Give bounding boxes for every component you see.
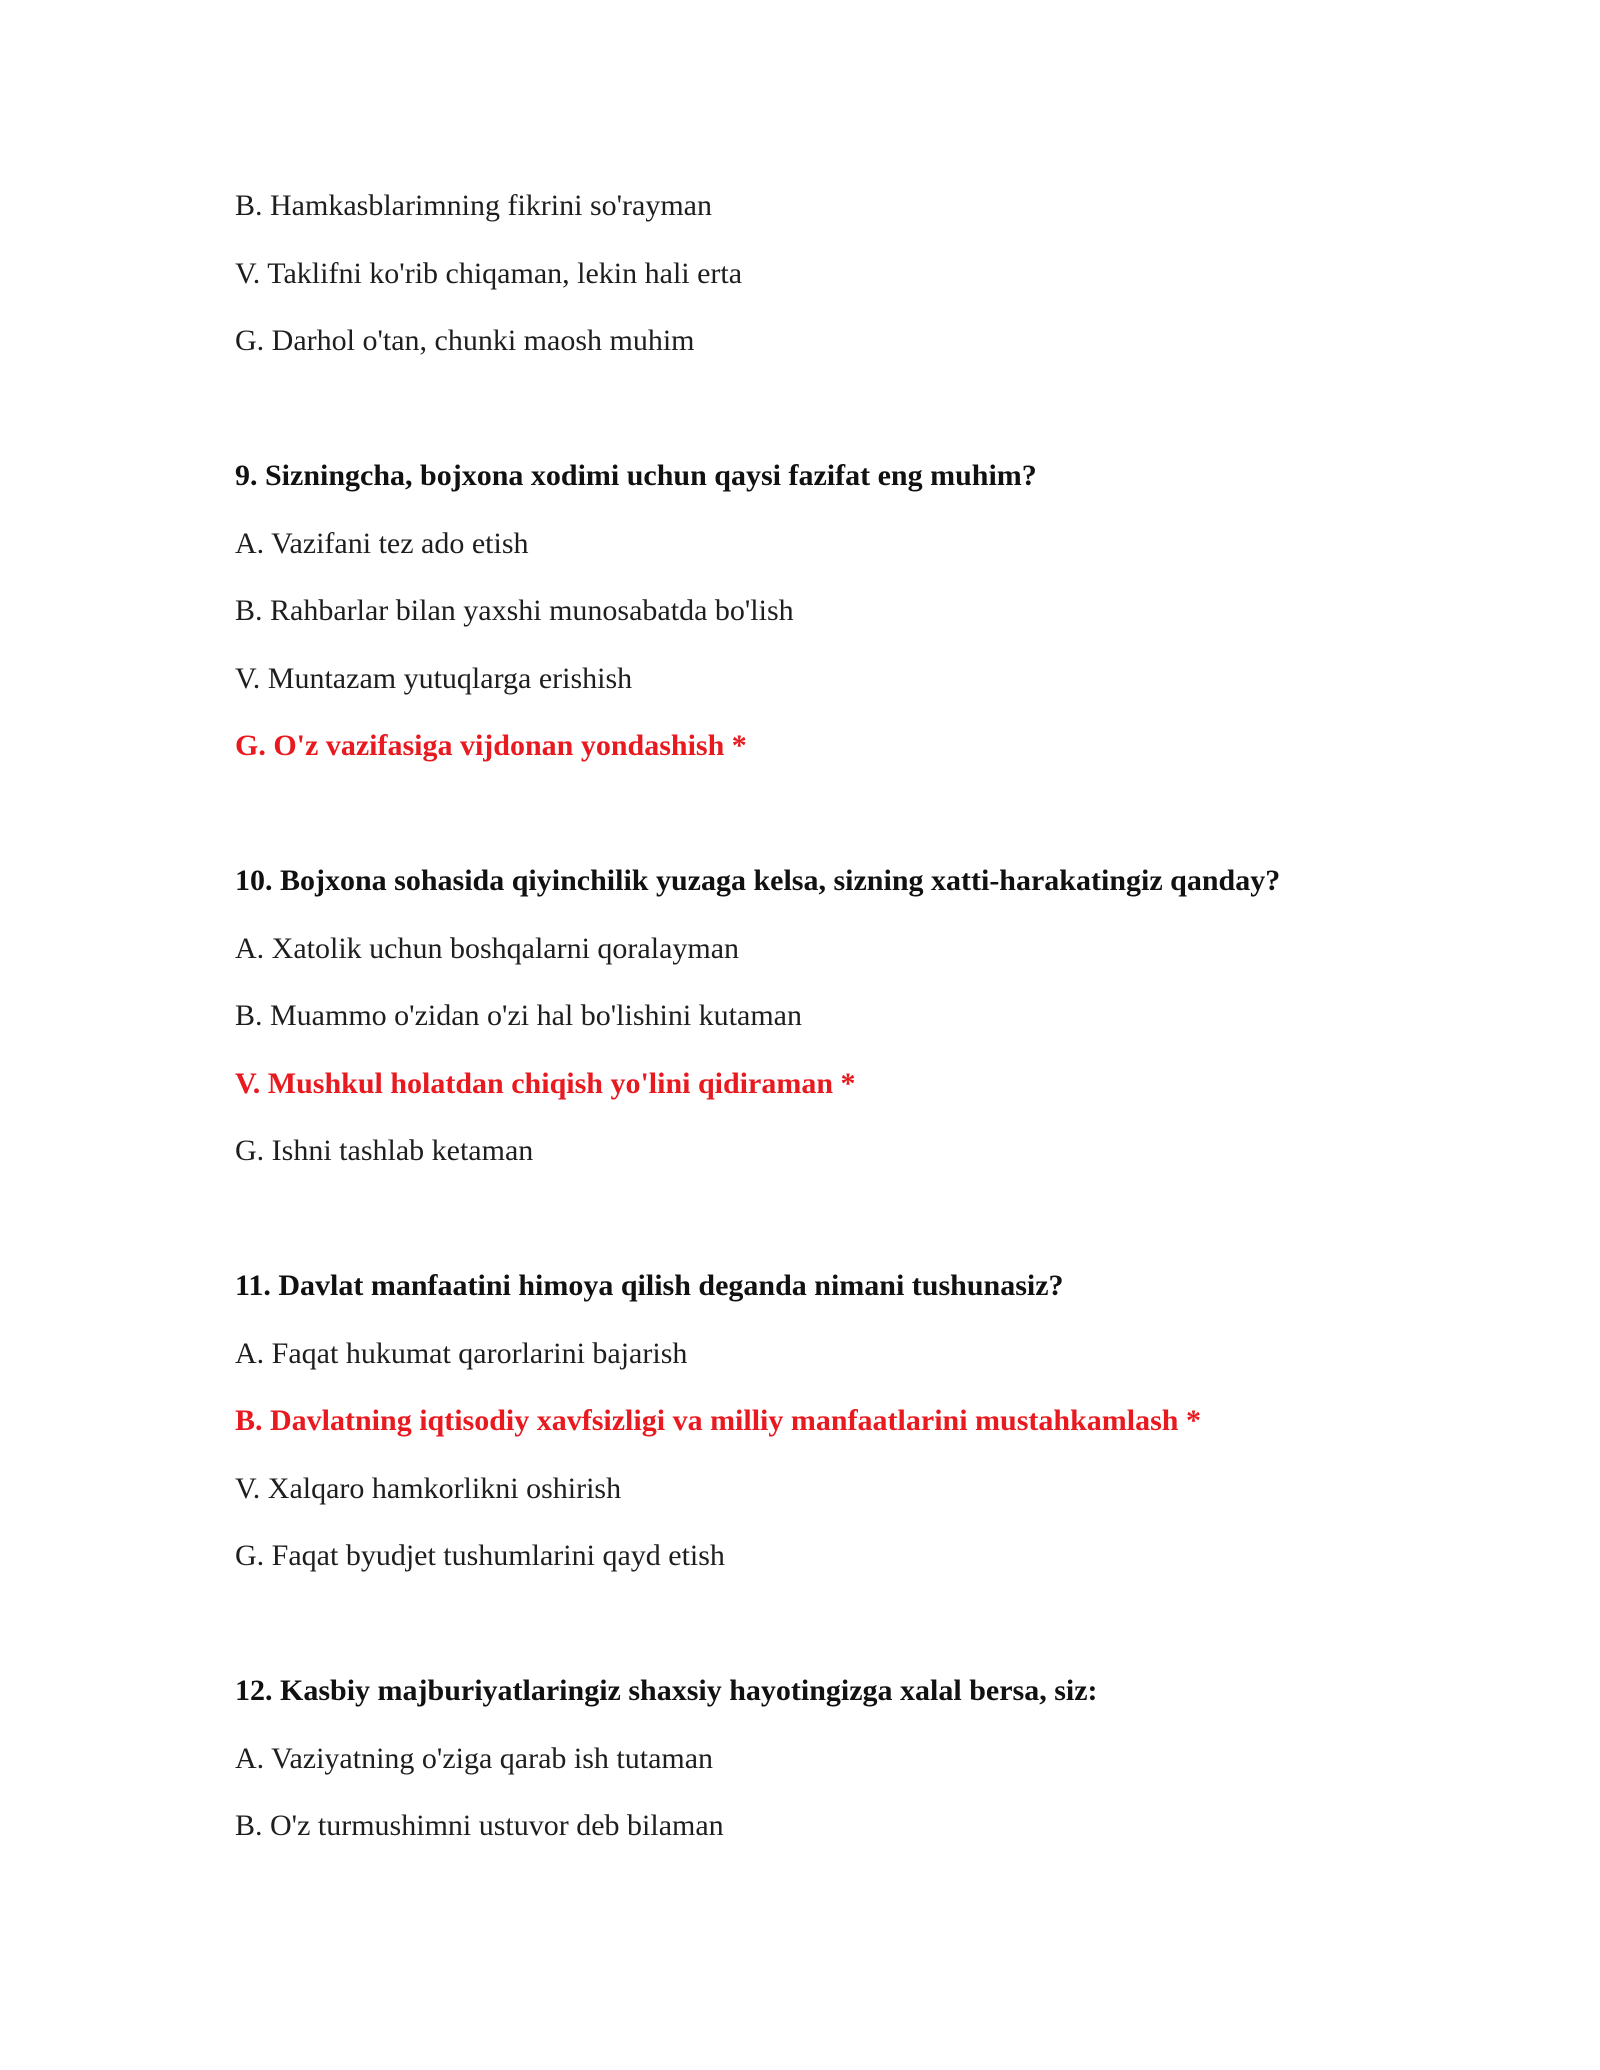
answer-option: G. Faqat byudjet tushumlarini qayd etish [235, 1539, 725, 1572]
answer-option: V. Taklifni ko'rib chiqaman, lekin hali erta [235, 257, 743, 290]
answer-option: V. Xalqaro hamkorlikni oshirish [235, 1472, 622, 1505]
answer-option: B. Muammo o'zidan o'zi hal bo'lishini kutaman [235, 999, 802, 1032]
question-heading: 10. Bojxona sohasida qiyinchilik yuzaga kelsa, sizning xatti-harakatingiz qanday? [235, 864, 1281, 897]
correct-answer-option: G. O'z vazifasiga vijdonan yondashish * [235, 729, 747, 762]
answer-option: A. Faqat hukumat qarorlarini bajarish [235, 1337, 688, 1370]
answer-option: A. Vazifani tez ado etish [235, 527, 529, 560]
answer-option: G. Darhol o'tan, chunki maosh muhim [235, 324, 695, 357]
answer-option: B. O'z turmushimni ustuvor deb bilaman [235, 1809, 724, 1842]
answer-option: B. Rahbarlar bilan yaxshi munosabatda bo'lish [235, 594, 794, 627]
answer-option: A. Vaziyatning o'ziga qarab ish tutaman [235, 1742, 714, 1775]
question-heading: 11. Davlat manfaatini himoya qilish deganda nimani tushunasiz? [235, 1269, 1064, 1302]
question-heading: 12. Kasbiy majburiyatlaringiz shaxsiy hayotingizga xalal bersa, siz: [235, 1674, 1098, 1707]
correct-answer-option: B. Davlatning iqtisodiy xavfsizligi va milliy manfaatlarini mustahkamlash * [235, 1404, 1201, 1437]
answer-option: V. Muntazam yutuqlarga erishish [235, 662, 633, 695]
answer-option: G. Ishni tashlab ketaman [235, 1134, 534, 1167]
question-heading: 9. Sizningcha, bojxona xodimi uchun qaysi fazifat eng muhim? [235, 459, 1037, 492]
answer-option: A. Xatolik uchun boshqalarni qoralayman [235, 932, 740, 965]
answer-option: B. Hamkasblarimning fikrini so'rayman [235, 189, 712, 222]
correct-answer-option: V. Mushkul holatdan chiqish yo'lini qidiraman * [235, 1067, 856, 1100]
